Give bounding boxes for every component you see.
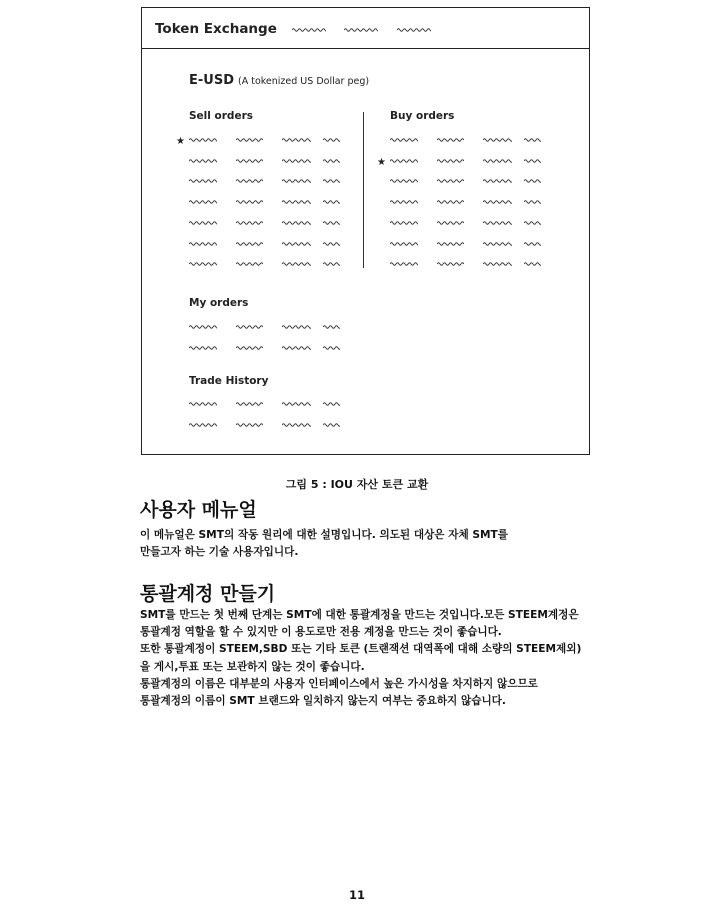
buy-order-placeholder <box>483 178 512 184</box>
sell-order-placeholder <box>189 241 217 247</box>
buy-order-placeholder <box>437 220 464 226</box>
paragraph-line: 또한 통괄계정이 STEEM,SBD 또는 기타 토큰 (트랜잭션 대역폭에 대해 소량의 STEEM제외) <box>140 643 582 656</box>
sell-order-placeholder <box>236 199 263 205</box>
section-heading-user-manual: 사용자 메뉴얼 <box>140 499 257 521</box>
paragraph-line: SMT를 만드는 첫 번째 단계는 SMT에 대한 통괄계정을 만드는 것입니다.모든 STEEM계정은 <box>140 609 579 621</box>
trade-history-placeholder <box>189 422 217 428</box>
buy-order-placeholder <box>524 261 541 267</box>
header-placeholder-text <box>292 27 326 33</box>
buy-order-placeholder <box>437 199 464 205</box>
orders-column-divider <box>363 112 364 268</box>
my-orders-label: My orders <box>189 297 249 309</box>
buy-order-placeholder <box>524 158 541 164</box>
paragraph-line: 통괄계정의 이름은 대부분의 사용자 인터페이스에서 높은 가시성을 차지하지 않으므로 <box>140 677 538 690</box>
sell-orders-label: Sell orders <box>189 110 253 122</box>
buy-order-placeholder <box>390 220 418 226</box>
user-manual-paragraph <box>140 527 600 561</box>
sell-order-placeholder <box>236 137 263 143</box>
sell-order-placeholder <box>323 220 340 226</box>
buy-order-placeholder <box>483 261 512 267</box>
buy-order-placeholder <box>524 178 541 184</box>
page-number: 11 <box>348 888 365 902</box>
asset-title <box>189 73 369 88</box>
sell-order-placeholder <box>282 241 311 247</box>
token-exchange-figure <box>141 7 590 455</box>
my-order-placeholder <box>323 324 340 330</box>
sell-order-placeholder <box>323 137 340 143</box>
buy-order-placeholder <box>390 261 418 267</box>
sell-order-placeholder <box>189 199 217 205</box>
sell-selected-star-icon: ★ <box>176 136 185 147</box>
buy-order-placeholder <box>483 220 512 226</box>
asset-name: E-USD <box>189 73 234 88</box>
buy-order-placeholder <box>437 261 464 267</box>
my-order-placeholder <box>236 324 263 330</box>
sell-order-placeholder <box>282 137 311 143</box>
trade-history-placeholder <box>282 401 311 407</box>
buy-order-placeholder <box>524 220 541 226</box>
buy-order-placeholder <box>390 199 418 205</box>
paragraph-line: 만들고자 하는 기술 사용자입니다. <box>140 546 299 559</box>
figure-caption: 그림 5 : IOU 자산 토큰 교환 <box>285 478 429 491</box>
sell-order-placeholder <box>323 241 340 247</box>
trade-history-placeholder <box>282 422 311 428</box>
my-order-placeholder <box>189 324 217 330</box>
sell-order-placeholder <box>189 261 217 267</box>
trade-history-placeholder <box>323 422 340 428</box>
sell-order-placeholder <box>236 178 263 184</box>
buy-order-placeholder <box>390 178 418 184</box>
buy-order-placeholder <box>483 199 512 205</box>
sell-order-placeholder <box>282 178 311 184</box>
header-placeholder-text <box>397 27 431 33</box>
buy-order-placeholder <box>483 158 512 164</box>
trade-history-placeholder <box>189 401 217 407</box>
sell-order-placeholder <box>189 137 217 143</box>
buy-order-placeholder <box>524 137 541 143</box>
buy-order-placeholder <box>437 241 464 247</box>
sell-order-placeholder <box>236 158 263 164</box>
my-order-placeholder <box>236 345 263 351</box>
paragraph-line: 이 메뉴얼은 SMT의 작동 원리에 대한 설명입니다. 의도된 대상은 자체 SMT를 <box>140 529 509 541</box>
trade-history-label: Trade History <box>189 375 269 387</box>
asset-subtitle: (A tokenized US Dollar peg) <box>238 76 370 87</box>
sell-order-placeholder <box>282 261 311 267</box>
paragraph-line: 통괄계정의 이름이 SMT 브랜드와 일치하지 않는지 여부는 중요하지 않습니다. <box>140 695 506 708</box>
control-account-paragraph <box>140 607 600 710</box>
sell-order-placeholder <box>282 158 311 164</box>
buy-order-placeholder <box>437 137 464 143</box>
buy-order-placeholder <box>390 137 418 143</box>
sell-order-placeholder <box>323 261 340 267</box>
buy-order-placeholder <box>483 241 512 247</box>
header-placeholder-text <box>344 27 378 33</box>
figure-header-title: Token Exchange <box>155 21 277 37</box>
sell-order-placeholder <box>236 261 263 267</box>
my-order-placeholder <box>323 345 340 351</box>
my-order-placeholder <box>282 324 311 330</box>
sell-order-placeholder <box>282 199 311 205</box>
buy-order-placeholder <box>524 241 541 247</box>
my-order-placeholder <box>282 345 311 351</box>
paragraph-line: 을 게시,투표 또는 보관하지 않는 것이 좋습니다. <box>140 660 365 673</box>
buy-order-placeholder <box>390 241 418 247</box>
sell-order-placeholder <box>323 158 340 164</box>
sell-order-placeholder <box>189 178 217 184</box>
sell-order-placeholder <box>189 158 217 164</box>
section-heading-control-account: 통괄계정 만들기 <box>140 583 276 605</box>
sell-order-placeholder <box>323 178 340 184</box>
trade-history-placeholder <box>323 401 340 407</box>
trade-history-placeholder <box>236 422 263 428</box>
sell-order-placeholder <box>323 199 340 205</box>
sell-order-placeholder <box>282 220 311 226</box>
buy-selected-star-icon: ★ <box>377 157 386 168</box>
buy-order-placeholder <box>390 158 418 164</box>
buy-order-placeholder <box>524 199 541 205</box>
my-order-placeholder <box>189 345 217 351</box>
buy-orders-label: Buy orders <box>390 110 455 122</box>
paragraph-line: 통괄계정 역할을 할 수 있지만 이 용도로만 전용 계정을 만드는 것이 좋습니다. <box>140 626 502 639</box>
buy-order-placeholder <box>437 158 464 164</box>
sell-order-placeholder <box>236 220 263 226</box>
sell-order-placeholder <box>189 220 217 226</box>
trade-history-placeholder <box>236 401 263 407</box>
buy-order-placeholder <box>437 178 464 184</box>
sell-order-placeholder <box>236 241 263 247</box>
buy-order-placeholder <box>483 137 512 143</box>
